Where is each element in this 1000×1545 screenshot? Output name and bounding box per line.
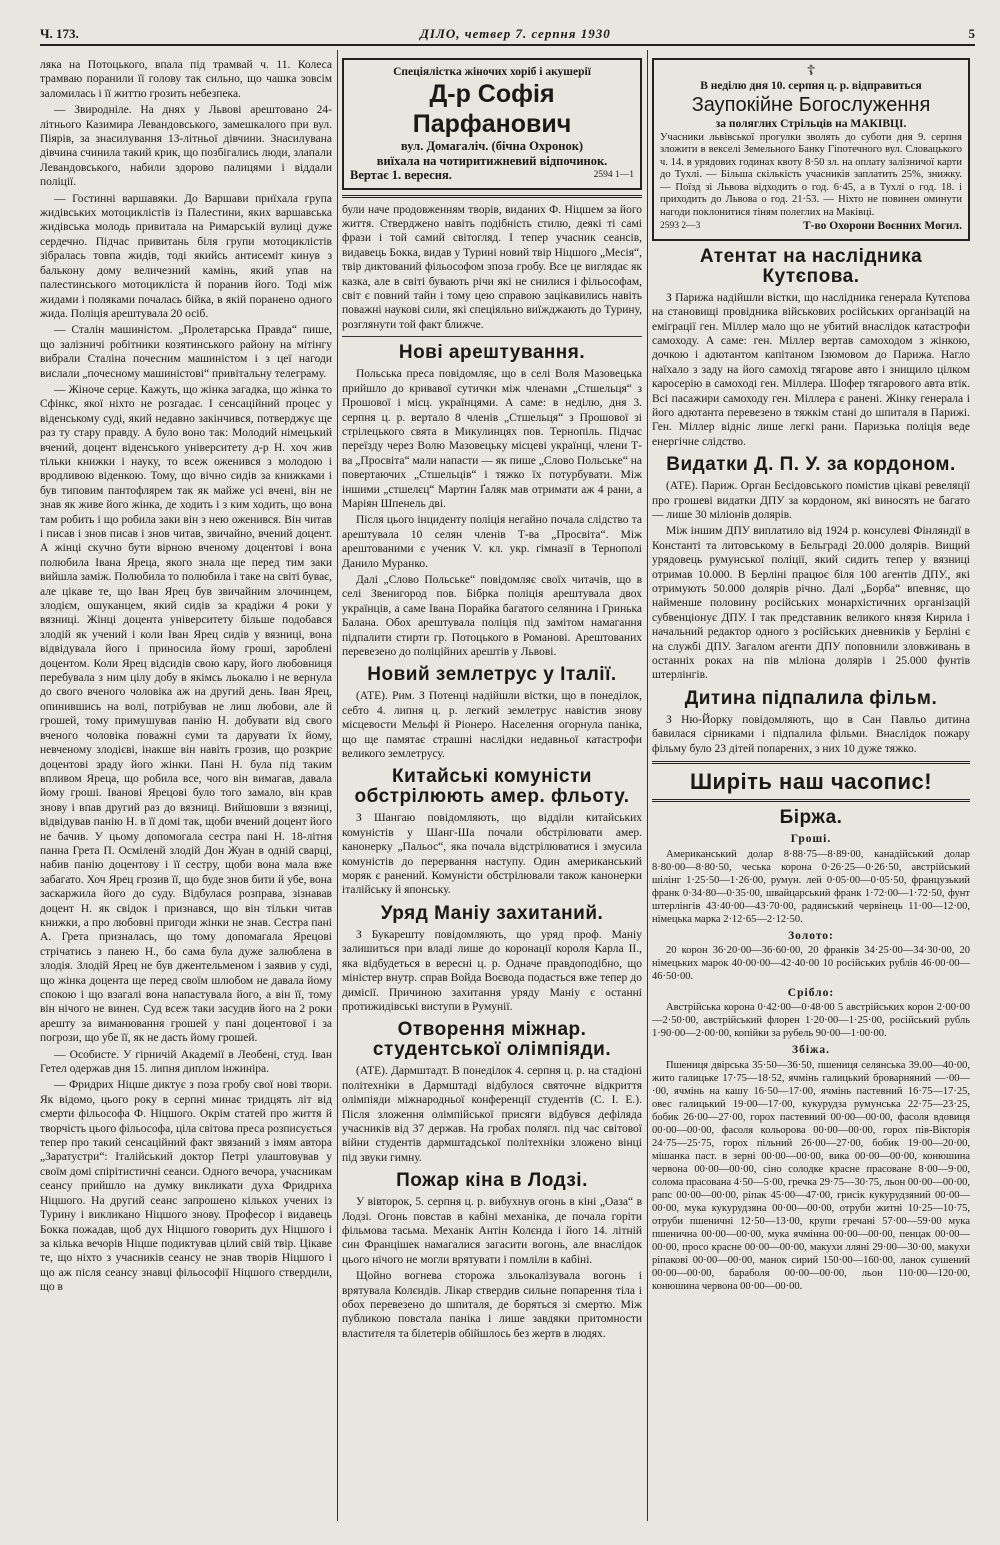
news-item-paragraph: — Сталін машиністом. „Пролетарська Правда“ пише, що залізничі робітники козятинського району на мітінгу вибрали Сталіна почесним машиністом і з цеї нагоди вислали „почесному машиністові“ привітальну телеграму.: [40, 324, 332, 380]
headline: Дитина підпалила фільм.: [684, 687, 938, 709]
article-paragraph: Далі „Слово Польське“ повідомляє своїх читачів, що в селі Звенигород пов. Бібрка поліція арештувала двох українців, а саме Івана Порайка багатого селянина і Гринька Балана. Обох арештувала поліція під замітом намагання підпалити стирти гр. Потоцького в Романові. Арештованих перевезено до поліційних арештів у Львові.: [342, 573, 642, 658]
exchange-title: Біржа.: [779, 807, 843, 829]
ad-code: 2594 1—1: [593, 170, 634, 181]
headline: Уряд Маніу захитаний.: [380, 902, 604, 924]
article-paragraph: Після цього інциденту поліція негайно почала слідство та арештувала 10 селян членів Т-ва „Просвіта“. Між арештованими є ученик V. кл. укр. гімназії в Тернополі Данило Муранко.: [342, 514, 642, 570]
masthead-date: ДІЛО, четвер 7. серпня 1930: [420, 26, 611, 41]
news-item-paragraph: — Фридрих Ніцше диктує з поза гробу свої нові твори. Як відомо, цього року в серпні минає тридцять літ від смерти фільософа Ф. Ніцшого. Окрім статей про життя й творчість цього фільософа, ціла світова преса розписується тепер про такий сенсаційний факт звязаний з імям автора „Заратустри“: Італійський доктор Петрі улаштовував у своїм домі спірітистичні сеанси. Одного вечора, учасникам сеансу прийшло на думку викликати духа Фридриха Ніцшого. На другий сеанс запрошено кількох учених із Турину і викликано Ніцшого знову. Професор і видавець Бокка пожадав, щоб дух Ніцшого говорить дух Ніцшого і за кілька вечорів Ніцше подиктував цілий свій твір. Цікаве те, що ніхто з учасників сеансу не знав творів Ніцшого і що аж після сеансу знавці фільософії Ніцшого ствердили, що в: [40, 1079, 332, 1294]
page-number: 5: [968, 26, 975, 41]
exchange-money: Американський долар 8·88·75—8·89·00, канадійський долар 8·80·00—8·80·50, чеська корона 0·26·25—0·26·50, австрійський шілінг 1·25·50—1·26·00, румун. лей 0·05·00—0·05·50, французький франк 0·34·80—0·35·00, швайцарський франк 1·72·00—1·72·50, фунт штерлінгів 43·40·00—43·70·00, радянський червінець 11·00—12·00, німецька марка 2·12·65—2·12·50.: [652, 848, 970, 925]
headline: Видатки Д. П. У. за кордоном.: [666, 454, 956, 476]
news-item-paragraph: — Гостинні варшавяки. До Варшави приїхала група жидівських мотоциклістів із Палестини, яких варшавська жидівська молодь привитала на Римарській вулиці дуже сердечно. Підчас привитань біля групи мотоциклістів зібралась товпа жидів, тоді якийсь антисеміт кинув з бальконy дому величезний камінь, який упав на палестинського мотоцикліста й поранив його. Тоді між жидами і поляками почалась бійка, в якій поранено одного жида. Поліція арештувала 20 осіб.: [40, 192, 332, 320]
column-divider: [647, 50, 648, 1521]
headline: Новий землетрус у Італії.: [367, 664, 617, 686]
exchange-silver: Австрійська корона 0·42·00—0·48·00 5 австрійських корон 2·00·00—2·50·00, австрійський флорен 1·20·00—1·25·00, російський рубль 1·90·00—2·00·00, копійки за рубель 90·00—1·00·00.: [652, 1002, 970, 1040]
article-paragraph: У вівторок, 5. серпня ц. р. вибухнув огонь в кіні „Оаза“ в Лодзі. Огонь повстав в кабіні механіка, де почала горіти фільмова тасьма. Механік Антін Колєнда і його 14. літній син Францішек намагалися загасити вогонь, але внаслідок цього нічого не могли врятувати і помліли в кабіні.: [342, 1196, 642, 1266]
article-paragraph: (АТЕ). Рим. З Потенці надійшли вістки, що в понеділок, себто 4. липня ц. р. легкий землетрус навістив знову місцевости Мельфі й Ріонеро. Населення огорнула паніка, що ще памятає страшні наслідки недавньої катастрофи великого землетрусу.: [342, 690, 642, 761]
article-paragraph: З Парижа надійшли вістки, що наслідника генерала Кутєпова на становищі провідника військових російських організацій на еміграції ген. Міллер мало що не убитий внаслідок катастрофи самоходу. А саме: ген. Міллер вертав самоходом з жінкою, дочкою і адютантом капітаном Ізюмовом до Парижа. Нагло наїхало з заду на його самохід тягарове авто і знищило цілком каросерію в самоході ген. Міллера. Шофер тягарового авта втік. Всі пасажири самоходу ген. Міллера є ранені. Жінку генерала і його адютанта перевезено в тяжкім стані до шпиталя в Парижі. Ген. Міллер відніс лише легкі рани. Паризька поліція веде енергічне слідство.: [652, 291, 970, 448]
headline: Атентат на наслідника Кутєпова.: [699, 245, 923, 287]
exchange-section: [652, 808, 970, 1293]
article-paragraph: З Букарешту повідомляють, що уряд проф. Маніу залишиться при владі лише до коронації короля Карла II., яка відбудеться в вересні ц. р. Одначе правдоподібно, що міністер внутр. справ Войда Воєвода подасться вже тепер до димісії. Причиною захитання уряду Маніу є останні протижидівські виступи в Румунії.: [342, 928, 642, 1013]
article-paragraph: З Ню-Йорку повідомляють, що в Сан Павльо дитина бавилася сірниками і підпалила фільми. Внаслідок пожару фільму було 23 дітей попарених, з них 10 дуже тяжко.: [652, 713, 970, 755]
ad-return-date: Вертає 1. вересня.: [350, 168, 452, 183]
ad-code: 2593 2—3: [660, 221, 701, 232]
column-divider: [337, 50, 338, 1521]
divider: [652, 799, 970, 802]
exchange-gold-title: Золото:: [788, 929, 834, 942]
exchange-silver-title: Срібло:: [787, 986, 835, 999]
ad-address: вул. Домагаліч. (бічна Охронок): [400, 139, 584, 154]
article-paragraph: Щойно вогнева сторожа зльокалізувала вогонь і врятувала Колєндів. Лікар ствердив сильне попарення тіла і обох перевезено до шпиталя, де боряться зі смертю. Між публикою повстала паніка і лише завдяки притомности властителя та білетерів обійшлось без жертв в людях.: [342, 1270, 642, 1340]
slogan: Ширіть наш часопис!: [689, 769, 933, 795]
news-item-paragraph: — Звиродніле. На днях у Львові арештовано 24-літнього Казимира Левандовського, замешкалого при вул. Піярів, за знасилування 13-літньої дівчини. Знасилувана дівчина счинила такий крик, що позбігались люди, злапали Левандовського, набили здорово палицями і віддали поліції.: [40, 104, 332, 189]
article-paragraph: (АТЕ). Париж. Орган Бесідовського помістив цікаві ревеляції про грошеві видатки ДПУ за кордоном, які виносять не багато — лише 30 міліонів долярів.: [652, 480, 970, 521]
cross-icon: ☦: [806, 64, 816, 79]
headline: Пожар кіна в Лодзі.: [396, 1170, 588, 1192]
doctor-advertisement: [342, 58, 642, 190]
issue-number: Ч. 173.: [40, 26, 79, 41]
news-item-paragraph: — Жіноче серце. Кажуть, що жінка загадка, що жінка то Сфінкс, якої ніхто не розгадає. І сенсаційний процес у віденському суді, який недавно закінчився, потверджує ще раз ту стару правду. А було воно так: Молодий німецький вчений, доцент віденського університету д-р Н. хоч жив тільки книжки і науку, то всеж оженився з молодою і вродливою віденкою. Тому, що вічно сидів за книжками і був типовим пантофлярем так як майже усі вчені, він не знав як живе його жінка, де ходить і з ким ходить, що вона там робить і що робила заки він з нею оженився. Він читав і писав і знов писав і знов читав, звичайно, вчений доцент. А жінці скучно бути вірною вченому доцентові і вона полюбила Івана Яреца, якого знала ще перед тим заки вийшла заміж. Полюбила то полюбила і таке на світі буває, але цікаве те, що Іван Ярец був звичайним злочинцем, злодієм, ошуканцем, який сидів за крадіжи 4 роки у вязниці. Жінці доцента університету більше подобався злодій як учений і коли Іван Ярец сидів у вязниці, вона відвідувала його і приносила йому гроші, зароблені доцентом. Коли Ярец відсидів свою кару, його любовниця перебувала з ним цілу добу в якімсь льокалю і не вернула до свого вченого чоловіка аж на другий день. Іван Ярец, опинившись на волі, потрібував не лиш любови, але й грошей, тому примушував панію Н. добувати від свого вченого чоловіка поважні суми та дарувати їх йому, невченому злодієві, інакше він навіть грозив, що розкриє доцентові зраду його жінки. Пані Н. була під таким впливом Яреца, що робила все, чого він вимагав, давала йому гроші. Іванові Ярецові було того замало, він крав знову і впав другий раз до вязниці. Вийшовши з вязниці, відвідував панію Н. в її домі так, щоби вчений доцент його не бачив. У цьому допомогала сестра пані Н. 18-літня панна Грета П. Осміленй злодій Дон Жуан в одній сварці, набив панію доцентову і її сестру, щоби вона мала вже забагато. Хоч Ярец грозив її, що буде знов бити й убе, вона заскаржила його до суду. Відбулася розправа, зізнавав доцент Н. як свідок і признався, що він тільки читав книжки, а про любовні пригоди жінки не знав. Сестра пані А. Грета призналась, що тому допомагала Ярецові стрічатись з панею Н., бо сама була дуже залюблена в злодія. Злодій Ярец не був джентельменом і заявив у суді, що жінка доцента ще перед своїм шлюбом не давала йому спокою і що взагалі вона напастувала його, а він її, тому він нічого не винен. Суд всеж таки засудив його на 2 роки арешту за виманювання грошей у пані доцентової і за погрози, що убе її, як не дасть йому грошей.: [40, 383, 332, 1045]
headline: Отворення міжнар. студентської олімпіяди.: [372, 1019, 612, 1061]
article-paragraph: були наче продовженням творів, виданих Ф. Ніцшем за його життя. Стверджено навіть подібність стилю, деякі ті самі фрази і той самий світогляд. І тепер учасник сеансів, видавець Бокка, видав у Турині новий твір Ніцшого „Месія“, твір диктований фільософом зпоза гробу. Все це виглядає як казка, але в світі бувають річи які не снилися і фільософам, світ є повний тайн і тому цею справою зацікавились навіть поважні наукові сили, які спеціяльно виїжджають до Турину, розглянути той факт ближче.: [342, 203, 642, 331]
article-paragraph: Між іншим ДПУ виплатило від 1924 р. консулеві Фінляндії в Константі та литовському в Бельграді 20.000 долярів. Вищий урядовець румунської поліції, який сидить тепер у вязниці отримав 10.000. В Берліні працює біля 100 агентів ДПУ., які отримують 50.000 долярів річно. Далі „Борба“ впевняє, що найменше половину російських монархістичних організацій субвенціонує ДПУ. І так представник великого князя Кирила і начальний редактор одного з російських дневників у Берліні є на службі ДПУ. Загалом агенти ДПУ поповнили зловживань в останніх роках на пів міліона долярів і 25.000 фунтів штерлінгів.: [652, 525, 970, 682]
page-header: [40, 26, 975, 46]
headline: Нові арештування.: [398, 342, 586, 364]
exchange-gold: 20 корон 36·20·00—36·60·00, 20 франків 34·25·00—34·30·00, 20 німецьких марок 40·00·00—42·40·00 10 російських рублів 46·00·00—46·50·00.: [652, 944, 970, 982]
ad-doctor-name: Д-р Софія Парфанович: [412, 80, 572, 139]
column-3: [652, 58, 970, 1525]
exchange-subtitle: Гроші.: [790, 833, 832, 846]
divider: [342, 336, 642, 337]
headline: Китайські комуністи обстрілюють амер. фльоту.: [354, 766, 630, 808]
divider: [342, 195, 642, 198]
ad-date-line: В неділю дня 10. серпня ц. р. відправиться: [700, 80, 922, 92]
ad-subtitle: за поляглих Стрільців на МАКІВЦІ.: [715, 118, 907, 131]
exchange-grain: Пшениця двірська 35·50—36·50, пшениця селянська 39.00—40·00, жито галицьке 17·75—18·52, ячмінь галицький броварняний —·00—·00, ячмінь на кашу 16·50—17·00, ячмінь пастевний 16·75—17·25, овес галицький 19·00—17·00, кукурудза румунська 22·75—23·25, бобик 26·00—27·00, горох пастевний 00·00—00·00, фасоля вдовиця 00·00—00·00, фасоля кольорова 00·00—00·00, горох пів-Вікторія 24·75—25·75, горох пільний 26·00—27·00, бобик 19·00—20·00, мішанка паст. в зерні 00·00—00·00, вика 00·00—00·00, конюшина червона 00·00—00·00, сіно солодке красне прасоване 8·00—9·00, солома прасована 4·50—5·00, гречка 29·75—30·75, льон 00·00—00·00, рапс 00·00—00·00, ріпак 45·00—47·00, грисік кукурудзяний 00·00—00·00, мука кукурудзяна 00·00—00·00, отруби житні 10·25—10·75, отруби пшеничні 12·50—13·00, крупи гречані 57·00—59·00 мука пшенична 00·00—00·00, мука ячмінна 00·00—00·00, пенцак 00·00—00·00, просо красне 00·00—00·00, макухи лляні 29·00—30·00, макухи ріпакові 00·00—00·00, манок сирий 150·00—160·00, ланок сушений 00·00—00·00, бараболя 00·00—00·00, льон 110·00—120·00, конюшина червона 00·00—00·00.: [652, 1059, 970, 1292]
article-paragraph: З Шангаю повідомляють, що відділи китайських комуністів у Шанг-Ша почали обстрілювати амер. канонерку „Пальос“, яка почала відстрілюватися і змусила комуністів до перервання наступу. Один американський моряк є ранений. Комуністи обстрілювали також канонерки італійську й японську.: [342, 812, 642, 897]
divider: [652, 761, 970, 764]
ad-specialty: Спеціялістка жіночих хоріб і акушерії: [393, 66, 591, 78]
column-1: [40, 58, 332, 1525]
ad-departure: виїхала на чотиритижневий відпочинок.: [376, 153, 608, 168]
memorial-service-advertisement: [652, 58, 970, 241]
news-item-paragraph: — Особисте. У гірничій Академії в Леобені, студ. Іван Гетел одержав дня 15. липня диплом інжиніра.: [40, 1048, 332, 1076]
ad-title: Заупокійне Богослуження: [691, 94, 931, 117]
article-paragraph: ляка на Потоцького, впала під трамвай ч. 11. Колеса трамваю поранили її голову так сильно, що чашка зовсім заломилась і її життю грозить небезпека.: [40, 59, 332, 100]
ad-body: Учасники львівської прогулки зволять до суботи дня 9. серпня зложити в векселі Земельного Банку Гіпотечного вул. Словацького ч. 14. в урядових годинах квоту 8·50 зл. на оплату залізничої карти до Тухлі. — Більша скількість учасників заплатить 25%, знижку. — Поїзд зі Львова відходить о год. 6·45, а в Тухлі о год. 18. і приходить до Львова о год. 21·53. — Ніхто не повинен оминути нагоди поклонитися тіням полеглих на Маківці.: [660, 131, 962, 218]
article-paragraph: Польська преса повідомляє, що в селі Воля Мазовецька прийшло до кривавої сутички між членами „Стшельця“ з Прошової і місц. українцями. А саме: в неділю, дня 3. серпня ц. р. вертало 8 членів „Стшельця“ з Прошової зі стрілецького свята в Микулинцях пов. Тернопіль. Підчас переїзду через Волю Мазовецьку місцеві українці, члени Т-ва „Просвіта“ мали напасти — як пише „Слово Польське“ на повертаючих „Стшельців“ і тяжко їх потурбувати. Між іншими „стшелєц“ Мартин Ґаляк мав отримати аж 4 рани, а Маріян Шпенель дві.: [342, 368, 642, 510]
exchange-grain-title: Збіжа.: [792, 1044, 830, 1057]
ad-signature: Т-во Охорони Воєнних Могил.: [802, 220, 962, 233]
column-2: [342, 58, 642, 1525]
article-paragraph: (АТЕ). Дармштадт. В понеділок 4. серпня ц. р. на стадіоні політехніки в Дармштаді відбулося святочне відкриття олімпіяди міжнародньої конференції студентів (С. І. Е.). Після зложення олімпійської присяги відбувся дефіляда учасників від 37 держав. На гробах полягл. під час світової війни студентів дармштадської політехніки зложено вінці під звуки гимну.: [342, 1065, 642, 1164]
